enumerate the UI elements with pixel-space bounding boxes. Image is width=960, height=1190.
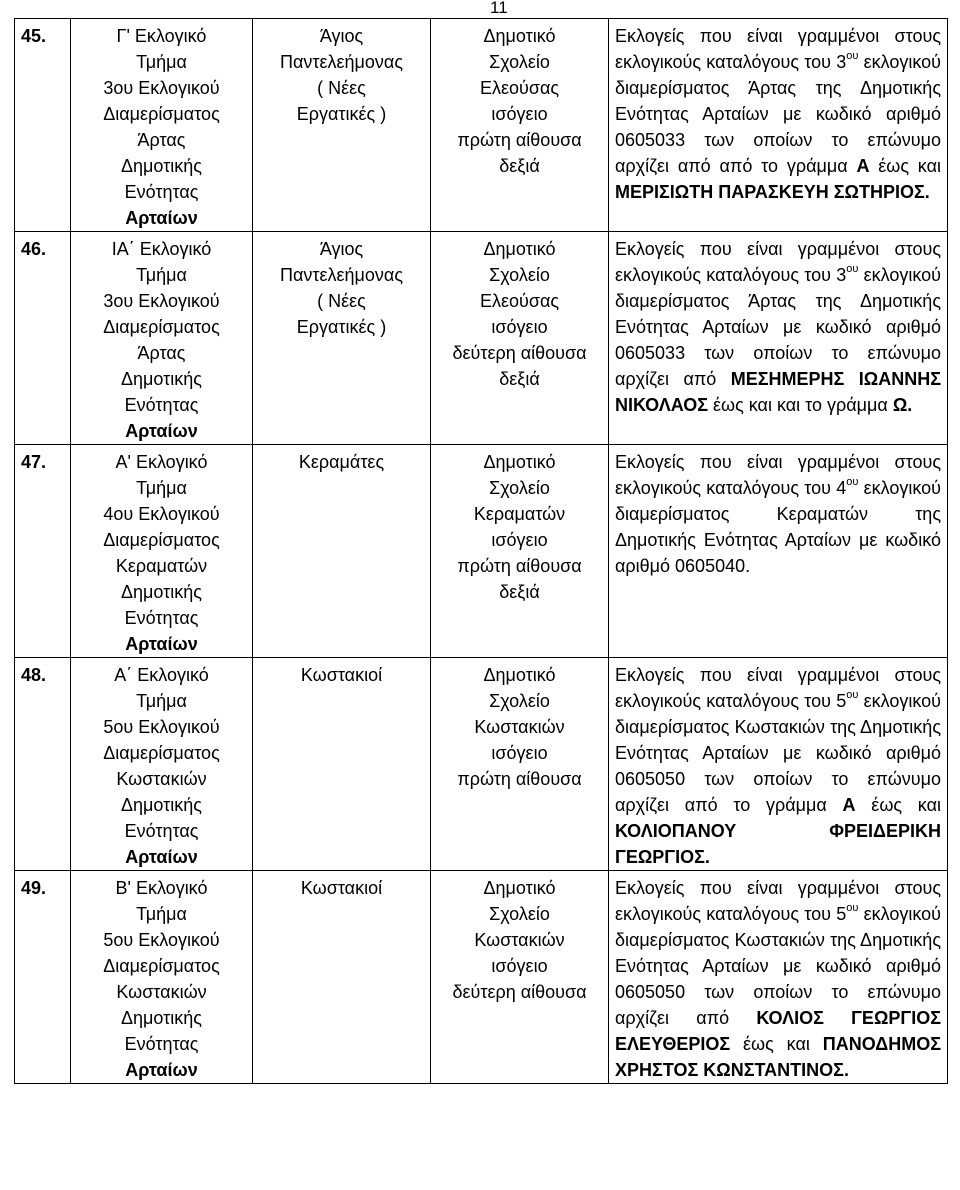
section-line: Ενότητας bbox=[124, 182, 199, 202]
location-cell bbox=[253, 658, 431, 871]
voters-cell bbox=[609, 871, 948, 1084]
row-number: 47. bbox=[15, 445, 71, 658]
section-line: 4ου Εκλογικού bbox=[103, 504, 220, 524]
school-line: Δημοτικό bbox=[483, 26, 556, 46]
location-cell bbox=[253, 871, 431, 1084]
section-line: Τμήμα bbox=[136, 691, 187, 711]
school-line: Σχολείο bbox=[489, 478, 550, 498]
location-line: Εργατικές ) bbox=[296, 104, 387, 124]
location-line: Κωστακιοί bbox=[300, 665, 383, 685]
voters-text: Εκλογείς που είναι γραμμένοι στους εκλογικούς καταλόγους του 5 bbox=[615, 878, 941, 924]
voters-text: έως και bbox=[730, 1034, 823, 1054]
voters-text: Εκλογείς που είναι γραμμένοι στους εκλογικούς καταλόγους του 3 bbox=[615, 239, 941, 285]
voters-text: εκλογικού διαμερίσματος Άρτας της Δημοτικής Ενότητας Αρταίων με κωδικό αριθμό 0605033 των οποίων το επώνυμο αρχίζει από bbox=[615, 265, 941, 389]
school-line: Ελεούσας bbox=[479, 291, 560, 311]
location-line: ( Νέες bbox=[317, 291, 366, 311]
voters-name-end: Ω. bbox=[892, 395, 913, 415]
section-cell bbox=[71, 19, 253, 232]
table-row bbox=[15, 658, 948, 871]
table-row bbox=[15, 871, 948, 1084]
section-line: 3ου Εκλογικού bbox=[103, 291, 220, 311]
voters-cell bbox=[609, 19, 948, 232]
voters-text: Εκλογείς που είναι γραμμένοι στους εκλογικούς καταλόγους του 3 bbox=[615, 26, 941, 72]
section-line: Διαμερίσματος bbox=[103, 104, 220, 124]
location-line: Παντελεήμονας bbox=[279, 52, 404, 72]
voters-cell bbox=[609, 232, 948, 445]
section-cell bbox=[71, 658, 253, 871]
section-line: Δημοτικής bbox=[121, 582, 202, 602]
section-line: Ενότητας bbox=[124, 821, 199, 841]
section-line: Δημοτικής bbox=[121, 156, 202, 176]
section-line: Δημοτικής bbox=[121, 795, 202, 815]
school-line: πρώτη αίθουσα bbox=[457, 130, 582, 150]
school-line: ισόγειο bbox=[491, 317, 548, 337]
page-number: 11 bbox=[490, 0, 508, 17]
voters-text: εκλογικού διαμερίσματος Κωστακιών της Δημοτικής Ενότητας Αρταίων με κωδικό αριθμό 0605050 των οποίων το επώνυμο αρχίζει από bbox=[615, 904, 941, 1028]
section-line: Διαμερίσματος bbox=[103, 530, 220, 550]
section-line: Α' Εκλογικό bbox=[115, 452, 208, 472]
table-row bbox=[15, 445, 948, 658]
section-line: Β' Εκλογικό bbox=[115, 878, 208, 898]
section-line: 5ου Εκλογικού bbox=[103, 717, 220, 737]
school-cell bbox=[431, 871, 609, 1084]
section-line: 3ου Εκλογικού bbox=[103, 78, 220, 98]
school-cell bbox=[431, 19, 609, 232]
section-line: Κεραματών bbox=[115, 556, 208, 576]
location-cell bbox=[253, 19, 431, 232]
section-line: 5ου Εκλογικού bbox=[103, 930, 220, 950]
section-line-bold: Αρταίων bbox=[125, 634, 198, 654]
section-line: Δημοτικής bbox=[121, 1008, 202, 1028]
location-line: Άγιος bbox=[319, 239, 364, 259]
row-number: 48. bbox=[15, 658, 71, 871]
voters-text: Εκλογείς που είναι γραμμένοι στους εκλογικούς καταλόγους του 4 bbox=[615, 452, 941, 498]
section-line: ΙΑ΄ Εκλογικό bbox=[111, 239, 212, 259]
voters-cell bbox=[609, 445, 948, 658]
row-number: 49. bbox=[15, 871, 71, 1084]
location-line: Κωστακιοί bbox=[300, 878, 383, 898]
school-cell bbox=[431, 232, 609, 445]
section-line: Κωστακιών bbox=[116, 982, 207, 1002]
section-line: Ενότητας bbox=[124, 608, 199, 628]
section-line: Γ' Εκλογικό bbox=[116, 26, 207, 46]
school-line: Σχολείο bbox=[489, 265, 550, 285]
school-line: ισόγειο bbox=[491, 743, 548, 763]
section-line: Ενότητας bbox=[124, 1034, 199, 1054]
row-number: 46. bbox=[15, 232, 71, 445]
section-line-bold: Αρταίων bbox=[125, 1060, 198, 1080]
school-line: Δημοτικό bbox=[483, 878, 556, 898]
ordinal-suffix: ου bbox=[846, 476, 859, 488]
school-line: δεξιά bbox=[499, 156, 540, 176]
section-line: Δημοτικής bbox=[121, 369, 202, 389]
section-line: Τμήμα bbox=[136, 904, 187, 924]
section-line-bold: Αρταίων bbox=[125, 847, 198, 867]
section-line: Κωστακιών bbox=[116, 769, 207, 789]
school-line: Σχολείο bbox=[489, 52, 550, 72]
location-line: Άγιος bbox=[319, 26, 364, 46]
section-line: Ενότητας bbox=[124, 395, 199, 415]
location-cell bbox=[253, 232, 431, 445]
voters-text: έως και και το γράμμα bbox=[708, 395, 893, 415]
section-cell bbox=[71, 871, 253, 1084]
section-line: Διαμερίσματος bbox=[103, 956, 220, 976]
school-line: πρώτη αίθουσα bbox=[457, 769, 582, 789]
section-line: Τμήμα bbox=[136, 478, 187, 498]
voters-text: Εκλογείς που είναι γραμμένοι στους εκλογικούς καταλόγους του 5 bbox=[615, 665, 941, 711]
ordinal-suffix: ου bbox=[846, 263, 859, 275]
section-line: Α΄ Εκλογικό bbox=[114, 665, 209, 685]
school-line: ισόγειο bbox=[491, 530, 548, 550]
ordinal-suffix: ου bbox=[846, 902, 859, 914]
voters-name-end: ΠΑΝΟΔΗΜΟΣ ΧΡΗΣΤΟΣ ΚΩΝΣΤΑΝΤΙΝΟΣ. bbox=[615, 1034, 941, 1080]
row-number: 45. bbox=[15, 19, 71, 232]
voters-name-start: ΜΕΣΗΜΕΡΗΣ ΙΩΑΝΝΗΣ ΝΙΚΟΛΑΟΣ bbox=[615, 369, 941, 415]
voters-cell bbox=[609, 658, 948, 871]
table-row bbox=[15, 232, 948, 445]
school-cell bbox=[431, 658, 609, 871]
section-line: Τμήμα bbox=[136, 265, 187, 285]
location-line: Παντελεήμονας bbox=[279, 265, 404, 285]
school-line: δεύτερη αίθουσα bbox=[452, 982, 587, 1002]
school-line: Ελεούσας bbox=[479, 78, 560, 98]
school-line: Κεραματών bbox=[473, 504, 566, 524]
school-line: δεξιά bbox=[499, 369, 540, 389]
location-line: Κεραμάτες bbox=[298, 452, 385, 472]
school-line: Δημοτικό bbox=[483, 665, 556, 685]
section-cell bbox=[71, 232, 253, 445]
school-line: Σχολείο bbox=[489, 904, 550, 924]
school-line: πρώτη αίθουσα bbox=[457, 556, 582, 576]
table-body bbox=[15, 19, 948, 1084]
section-line: Άρτας bbox=[137, 130, 186, 150]
school-line: δεύτερη αίθουσα bbox=[452, 343, 587, 363]
voters-name-end: ΜΕΡΙΣΙΩΤΗ ΠΑΡΑΣΚΕΥΗ ΣΩΤΗΡΙΟΣ. bbox=[615, 182, 930, 202]
school-cell bbox=[431, 445, 609, 658]
voters-name-start: Α bbox=[842, 795, 856, 815]
voters-text: έως και bbox=[869, 156, 941, 176]
section-line: Διαμερίσματος bbox=[103, 317, 220, 337]
polling-sections-table bbox=[14, 18, 948, 1084]
location-line: Εργατικές ) bbox=[296, 317, 387, 337]
voters-text: εκλογικού διαμερίσματος Άρτας της Δημοτικής Ενότητας Αρταίων με κωδικό αριθμό 0605033 των οποίων το επώνυμο αρχίζει από από το γράμμα bbox=[615, 52, 941, 176]
school-line: ισόγειο bbox=[491, 956, 548, 976]
school-line: Κωστακιών bbox=[474, 930, 565, 950]
section-line-bold: Αρταίων bbox=[125, 421, 198, 441]
school-line: ισόγειο bbox=[491, 104, 548, 124]
section-cell bbox=[71, 445, 253, 658]
voters-text: έως και bbox=[855, 795, 941, 815]
voters-name-end: ΚΟΛΙΟΠΑΝΟΥ ΦΡΕΙΔΕΡΙΚΗ ΓΕΩΡΓΙΟΣ. bbox=[615, 821, 941, 867]
school-line: Σχολείο bbox=[489, 691, 550, 711]
voters-name-start: Α bbox=[856, 156, 870, 176]
section-line-bold: Αρταίων bbox=[125, 208, 198, 228]
section-line: Τμήμα bbox=[136, 52, 187, 72]
ordinal-suffix: ου bbox=[846, 50, 859, 62]
school-line: δεξιά bbox=[499, 582, 540, 602]
voters-text: εκλογικού διαμερίσματος Κεραματών της Δημοτικής Ενότητας Αρταίων με κωδικό αριθμό 0605040. bbox=[615, 478, 941, 576]
ordinal-suffix: ου bbox=[846, 689, 859, 701]
location-line: ( Νέες bbox=[317, 78, 366, 98]
voters-text: εκλογικού διαμερίσματος Κωστακιών της Δημοτικής Ενότητας Αρταίων με κωδικό αριθμό 0605050 των οποίων το επώνυμο αρχίζει από το γράμμα bbox=[615, 691, 941, 815]
school-line: Κωστακιών bbox=[474, 717, 565, 737]
section-line: Διαμερίσματος bbox=[103, 743, 220, 763]
voters-name-start: ΚΟΛΙΟΣ ΓΕΩΡΓΙΟΣ ΕΛΕΥΘΕΡΙΟΣ bbox=[615, 1008, 942, 1054]
table-row bbox=[15, 19, 948, 232]
section-line: Άρτας bbox=[137, 343, 186, 363]
school-line: Δημοτικό bbox=[483, 452, 556, 472]
location-cell bbox=[253, 445, 431, 658]
school-line: Δημοτικό bbox=[483, 239, 556, 259]
